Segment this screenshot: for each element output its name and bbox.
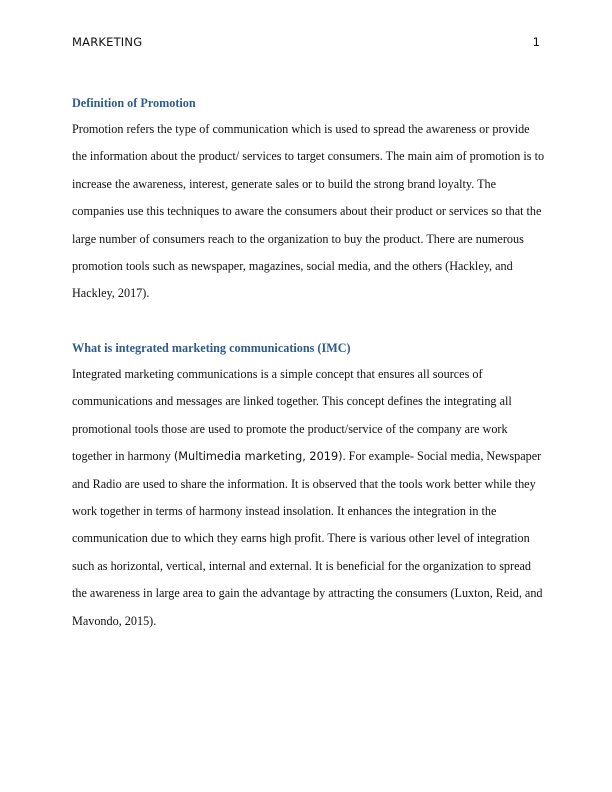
running-head: MARKETING [72,35,143,49]
body-line: promotion tools such as newspaper, magazines, social media, and the others (Hackley, and [72,258,513,273]
body-text-segment: together in harmony [72,449,174,464]
body-line: the information about the product/ services to target consumers. The main aim of promotion is to [72,149,545,164]
body-line: the awareness in large area to gain the advantage by attracting the consumers (Luxton, Reid, and [72,586,543,601]
body-line: Mavondo, 2015). [72,613,157,628]
section-body [72,116,545,308]
body-line: Hackley, 2017). [72,286,150,301]
body-text-segment: . For example- Social media, Newspaper [342,449,542,464]
body-line: promotional tools those are used to promote the product/service of the company are work [72,421,508,436]
body-line: increase the awareness, interest, generate sales or to build the strong brand loyalty. The [72,176,497,191]
body-line: Promotion refers the type of communication which is used to spread the awareness or provide [72,122,530,136]
body-line: communication due to which they earns high profit. There is various other level of integration [72,531,530,546]
section-definition-of-promotion [72,96,545,308]
body-line: communications and messages are linked together. This concept defines the integrating all [72,394,512,409]
section-heading: What is integrated marketing communications (IMC) [72,341,351,355]
inline-citation: (Multimedia marketing, 2019) [173,450,343,464]
body-line: companies use this techniques to aware the consumers about their product or services so that the [72,204,542,219]
body-line: work together in terms of harmony instead insolation. It enhances the integration in the [72,503,497,518]
body-line: Integrated marketing communications is a simple concept that ensures all sources of [72,367,483,381]
body-line: large number of consumers reach to the organization to buy the product. There are numerous [72,231,524,246]
section-heading: Definition of Promotion [72,96,196,110]
body-line: and Radio are used to share the information. It is observed that the tools work better while they [72,476,536,491]
section-what-is-imc [72,341,543,635]
body-line: such as horizontal, vertical, internal and external. It is beneficial for the organization to spread [72,558,532,573]
body-line-with-citation [72,443,540,470]
page-number: 1 [532,35,540,49]
section-body [72,361,543,635]
